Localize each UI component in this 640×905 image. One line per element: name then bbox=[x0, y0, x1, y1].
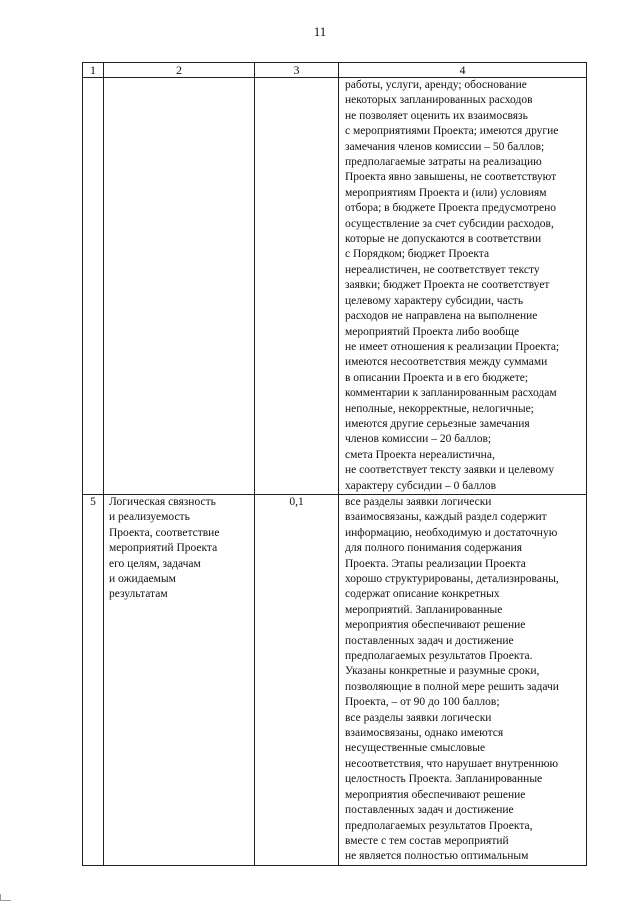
description-text-line: не является полностью оптимальным bbox=[345, 850, 529, 863]
page-number: 11 bbox=[313, 24, 327, 39]
description-text-line: для полного понимания содержания bbox=[345, 542, 523, 555]
description-text-line: предполагаемых результатов Проекта. bbox=[345, 650, 533, 663]
criterion-text-line: результатам bbox=[109, 588, 168, 601]
description-text-line: Проекта. Этапы реализации Проекта bbox=[345, 557, 526, 570]
criterion-text-line: мероприятий Проекта bbox=[109, 542, 218, 555]
row5-weight: 0,1 bbox=[255, 494, 339, 865]
criterion-text-line: Логическая связность bbox=[109, 495, 216, 508]
description-text-line: работы, услуги, аренду; обоснование bbox=[345, 79, 527, 91]
description-text-line: поставленных задач и достижение bbox=[345, 804, 514, 817]
criterion-text-line: его целям, задачам bbox=[109, 557, 201, 570]
description-text-line: целевому характеру субсидии, часть bbox=[345, 294, 524, 307]
description-text-line: мероприятия обеспечивают решение bbox=[345, 619, 526, 632]
criteria-table bbox=[82, 62, 587, 866]
description-text-line: заявки; бюджет Проекта не соответствует bbox=[345, 279, 550, 292]
description-text-line: предполагаемые затраты на реализацию bbox=[345, 156, 542, 169]
description-text-line: Проекта явно завышены, не соответствуют bbox=[345, 171, 557, 184]
scan-corner-mark bbox=[0, 894, 11, 901]
description-text-line: неполные, некорректные, нелогичные; bbox=[345, 402, 534, 415]
description-text-line: мероприятиям Проекта и (или) условиям bbox=[345, 186, 547, 199]
description-text-line: некоторых запланированных расходов bbox=[345, 94, 533, 107]
description-text-line: характеру субсидии – 0 баллов bbox=[345, 479, 497, 492]
description-text-line: не позволяет оценить их взаимосвязь bbox=[345, 109, 528, 122]
description-text-line: отбора; в бюджете Проекта предусмотрено bbox=[345, 202, 557, 215]
description-text-line: Указаны конкретные и разумные сроки, bbox=[345, 665, 540, 678]
description-text-line: комментарии к запланированным расходам bbox=[345, 387, 557, 400]
description-text-line: вместе с тем состав мероприятий bbox=[345, 834, 509, 847]
description-text-line: несущественные смысловые bbox=[345, 742, 486, 755]
description-text-line: взаимосвязаны, каждый раздел содержит bbox=[345, 511, 547, 524]
table-row-5 bbox=[83, 494, 587, 865]
description-text-line: предполагаемых результатов Проекта, bbox=[345, 819, 533, 832]
description-text-line: мероприятий. Запланированные bbox=[345, 603, 503, 616]
description-text-line: смета Проекта нереалистична, bbox=[345, 448, 495, 461]
description-text-line: мероприятий Проекта либо вообще bbox=[345, 325, 520, 338]
row5-criterion-cell bbox=[104, 494, 255, 865]
description-text-line: имеются несоответствия между суммами bbox=[345, 356, 548, 369]
continuation-criterion-cell bbox=[104, 78, 255, 495]
row5-description-cell bbox=[339, 494, 587, 865]
header-cell-4: 4 bbox=[339, 63, 587, 78]
description-text-line: все разделы заявки логически bbox=[345, 711, 492, 724]
description-text-line: членов комиссии – 20 баллов; bbox=[345, 433, 492, 446]
criterion-text-line: и реализуемость bbox=[109, 511, 190, 524]
description-text-line: имеются другие серьезные замечания bbox=[345, 417, 530, 430]
description-text-line: в описании Проекта и в его бюджете; bbox=[345, 371, 529, 384]
header-cell-1: 1 bbox=[83, 63, 104, 78]
description-text-line: позволяющие в полной мере решить задачи bbox=[345, 680, 559, 693]
description-text-line: Проекта, – от 90 до 100 баллов; bbox=[345, 696, 500, 709]
criterion-text-line: Проекта, соответствие bbox=[109, 526, 220, 539]
table-row-continuation bbox=[83, 78, 587, 495]
description-text-line: мероприятия обеспечивают решение bbox=[345, 788, 526, 801]
description-text-line: замечания членов комиссии – 50 баллов; bbox=[345, 140, 545, 153]
description-text-line: нереалистичен, не соответствует тексту bbox=[345, 263, 540, 276]
continuation-number-cell bbox=[83, 78, 104, 495]
criterion-text-line: и ожидаемым bbox=[109, 573, 176, 585]
row5-number: 5 bbox=[83, 494, 104, 865]
description-text-line: все разделы заявки логически bbox=[345, 495, 492, 508]
continuation-description-cell bbox=[339, 78, 587, 495]
description-text-line: поставленных задач и достижение bbox=[345, 634, 514, 647]
description-text-line: которые не допускаются в соответствии bbox=[345, 233, 542, 246]
header-cell-3: 3 bbox=[255, 63, 339, 78]
description-text-line: содержат описание конкретных bbox=[345, 588, 500, 601]
description-text-line: хорошо структурированы, детализированы, bbox=[345, 573, 559, 585]
header-cell-2: 2 bbox=[104, 63, 255, 78]
description-text-line: с мероприятиями Проекта; имеются другие bbox=[345, 125, 559, 138]
description-text-line: целостность Проекта. Запланированные bbox=[345, 773, 543, 786]
description-text-line: информацию, необходимую и достаточную bbox=[345, 526, 558, 539]
description-text-line: взаимосвязаны, однако имеются bbox=[345, 727, 504, 740]
description-text-line: расходов не направлена на выполнение bbox=[345, 310, 538, 323]
description-text-line: несоответствия, что нарушает внутреннюю bbox=[345, 757, 559, 770]
table-header-row bbox=[83, 63, 587, 78]
description-text-line: не имеет отношения к реализации Проекта; bbox=[345, 340, 560, 353]
continuation-weight-cell bbox=[255, 78, 339, 495]
description-text-line: с Порядком; бюджет Проекта bbox=[345, 248, 490, 261]
description-text-line: не соответствует тексту заявки и целевому bbox=[345, 464, 555, 477]
description-text-line: осуществление за счет субсидии расходов, bbox=[345, 217, 554, 230]
